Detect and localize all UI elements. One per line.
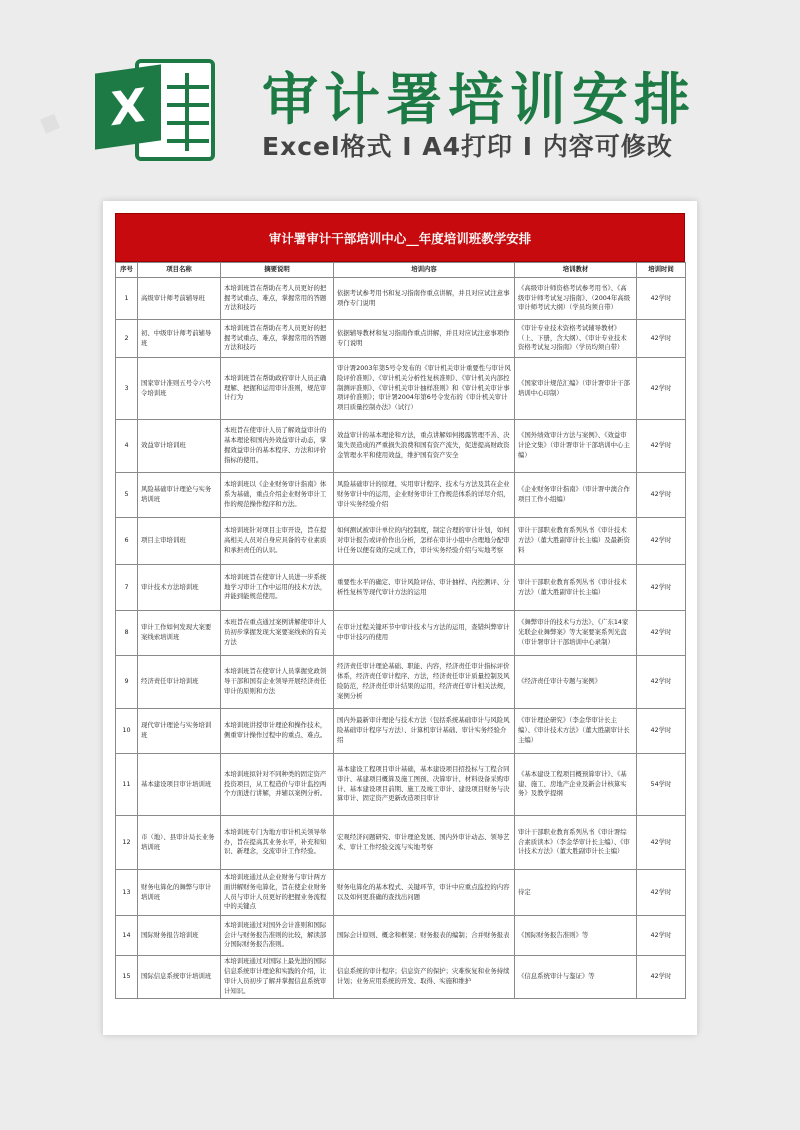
row-number: 3 bbox=[116, 358, 138, 420]
course-description: 本培训班针对项目主审开设，旨在提高相关人员对自身应具备的专业素质和承担责任的认识。 bbox=[221, 518, 334, 565]
course-materials: 《经济责任审计专题与案例》 bbox=[515, 656, 637, 709]
course-description: 本培训班旨在帮助在考人员更好的把握考试重点、难点，掌握常用的答题方法和技巧 bbox=[221, 320, 334, 358]
excel-logo-letter: X bbox=[95, 64, 161, 149]
course-name: 审计工作如何发现大案要案线索培训班 bbox=[138, 611, 221, 656]
table-row bbox=[116, 709, 686, 754]
table-row bbox=[116, 565, 686, 611]
course-content: 经济责任审计理论基础、职能、内容，经济责任审计指标评价体系，经济责任审计程序、方法，经济责任审计质量控制及风险防范，经济责任审计结果的运用，经济责任审计相关法规，案例分析 bbox=[334, 656, 515, 709]
course-content: 在审计过程关键环节中审计技术与方法的运用，查错纠弊审计中审计技巧的使用 bbox=[334, 611, 515, 656]
row-number: 9 bbox=[116, 656, 138, 709]
schedule-table-wrap bbox=[115, 213, 685, 999]
course-hours: 42学时 bbox=[637, 518, 686, 565]
document-title: 审计署审计干部培训中心__年度培训班教学安排 bbox=[115, 213, 685, 262]
course-materials: 审计干部职业教育系列丛书《审计署综合素质读本》（李金华审计长主编）、《审计技术方法》（董大胜副审计长主编） bbox=[515, 816, 637, 870]
course-materials: 待定 bbox=[515, 870, 637, 916]
course-content: 信息系统的审计程序；信息资产的保护；灾难恢复和业务持续计划；业务应用系统的开发、取得、实施和维护 bbox=[334, 956, 515, 999]
header-name: 项目名称 bbox=[138, 263, 221, 278]
course-description: 本培训班旨在帮助在考人员更好的把握考试重点、难点，掌握常用的答题方法和技巧 bbox=[221, 278, 334, 320]
course-materials: 《基本建设工程项目概预算审计》、《基建、施工、房地产企业及新会计核算实务》及教学提纲 bbox=[515, 754, 637, 816]
course-name: 现代审计理论与实务培训班 bbox=[138, 709, 221, 754]
course-description: 本培训班通过对国际上最先进的国际信息系统审计理论和实践的介绍，让审计人员初步了解并掌握信息系统审计知识。 bbox=[221, 956, 334, 999]
header-hours: 培训时间 bbox=[637, 263, 686, 278]
course-description: 本培训班专门为地方审计机关领导举办，旨在提高其业务水平，补充和知识、新理念，交流审计工作经验。 bbox=[221, 816, 334, 870]
table-row bbox=[116, 656, 686, 709]
course-materials: 《国外绩效审计方法与案例》、《效益审计论文集》（审计署审计干部培训中心主编） bbox=[515, 420, 637, 473]
course-description: 本培训班旨在使审计人员掌握党政领导干部和国有企业领导开展经济责任审计的原则和方法 bbox=[221, 656, 334, 709]
course-content: 宏观经济问题研究、审计理论发展、国内外审计动态、领导艺术、审计工作经验交流与实地考察 bbox=[334, 816, 515, 870]
row-number: 13 bbox=[116, 870, 138, 916]
course-name: 审计技术方法培训班 bbox=[138, 565, 221, 611]
course-content: 重要性水平的确定、审计风险评估、审计抽样、内控测评、分析性复核等现代审计方法的运用 bbox=[334, 565, 515, 611]
course-content: 依据考试参考用书和复习指南作重点讲解，并且对应试注意事项作专门说明 bbox=[334, 278, 515, 320]
row-number: 1 bbox=[116, 278, 138, 320]
course-hours: 42学时 bbox=[637, 420, 686, 473]
header-no: 序号 bbox=[116, 263, 138, 278]
course-content: 风险基础审计的原理、实用审计程序、技术与方法及其在企业财务审计中的运用，企业财务审计工作规范体系的详尽介绍，审计实务经验介绍 bbox=[334, 473, 515, 518]
row-number: 15 bbox=[116, 956, 138, 999]
course-materials: 《国家审计规范汇编》（审计署审计干部培训中心印制） bbox=[515, 358, 637, 420]
course-name: 风险基础审计理论与实务培训班 bbox=[138, 473, 221, 518]
document-sheet bbox=[103, 201, 697, 1035]
page-subtitle: Excel格式 I A4打印 I 内容可修改 bbox=[262, 132, 673, 161]
course-materials: 《审计理论研究》（李金华审计长主编）、《审计技术方法》（董大胜副审计长主编） bbox=[515, 709, 637, 754]
row-number: 8 bbox=[116, 611, 138, 656]
course-hours: 42学时 bbox=[637, 320, 686, 358]
course-content: 财务电算化的基本程式、关键环节，审计中应重点监控的内容以及如何更准确的查找出问题 bbox=[334, 870, 515, 916]
course-description: 本培训班旨在帮助政府审计人员正确理解、把握和运用审计准则，规范审计行为 bbox=[221, 358, 334, 420]
course-hours: 42学时 bbox=[637, 278, 686, 320]
course-name: 高级审计师考前辅导班 bbox=[138, 278, 221, 320]
header-content: 培训内容 bbox=[334, 263, 515, 278]
course-hours: 42学时 bbox=[637, 656, 686, 709]
course-hours: 42学时 bbox=[637, 473, 686, 518]
course-materials: 审计干部职业教育系列丛书《审计技术方法》（董大胜副审计长主编） bbox=[515, 565, 637, 611]
course-name: 经济责任审计培训班 bbox=[138, 656, 221, 709]
course-content: 如何测试被审计单位的内控制度，制定合理的审计计划，如何对审计报告或评价作出分析，怎样在审计小组中合理地分配审计任务以便有效的完成工作，审计实务经验介绍与实地考察 bbox=[334, 518, 515, 565]
table-row bbox=[116, 473, 686, 518]
header-banner bbox=[0, 0, 800, 190]
excel-logo-icon bbox=[95, 55, 215, 165]
course-name: 初、中级审计师考前辅导班 bbox=[138, 320, 221, 358]
row-number: 5 bbox=[116, 473, 138, 518]
course-materials: 《审计专业技术资格考试辅导教材》（上、下册，含大纲）、《审计专业技术资格考试复习指南》（学员均须自带） bbox=[515, 320, 637, 358]
table-row bbox=[116, 278, 686, 320]
row-number: 4 bbox=[116, 420, 138, 473]
course-hours: 42学时 bbox=[637, 565, 686, 611]
course-materials: 《高级审计师资格考试参考用书》、《高级审计师考试复习指南》、（2004年高级审计师考试大纲）（学员均须自带） bbox=[515, 278, 637, 320]
course-description: 本培训班通过对国外会计准则和国际会计与财务报告准则的比较，解读部分国际财务报告准则。 bbox=[221, 916, 334, 956]
course-hours: 42学时 bbox=[637, 916, 686, 956]
table-row bbox=[116, 870, 686, 916]
course-hours: 42学时 bbox=[637, 709, 686, 754]
course-name: 市（地）、县审计局长业务培训班 bbox=[138, 816, 221, 870]
course-name: 基本建设项目审计培训班 bbox=[138, 754, 221, 816]
course-content: 国内外最新审计理论与技术方法（包括系统基础审计与风险风险基础审计程序与方法）、计算机审计基础、审计实务经验介绍 bbox=[334, 709, 515, 754]
course-materials: 审计干部职业教育系列丛书《审计技术方法》（董大胜副审计长主编）及最新资料 bbox=[515, 518, 637, 565]
course-name: 国际信息系统审计培训班 bbox=[138, 956, 221, 999]
course-content: 依据辅导教材和复习指南作重点讲解，并且对应试注意事项作专门说明 bbox=[334, 320, 515, 358]
page-title: 审计署培训安排 bbox=[262, 68, 696, 133]
course-hours: 42学时 bbox=[637, 816, 686, 870]
table-header-row bbox=[116, 263, 686, 278]
course-description: 本培训班通过从企业财务与审计两方面讲解财务电算化，旨在使企业财务人员与审计人员更好的把握业务流程中的关键点 bbox=[221, 870, 334, 916]
row-number: 6 bbox=[116, 518, 138, 565]
table-row bbox=[116, 358, 686, 420]
course-name: 财务电算化的舞弊与审计培训班 bbox=[138, 870, 221, 916]
row-number: 7 bbox=[116, 565, 138, 611]
course-description: 本培训班拟针对不同种类的固定资产投资项目，从工程造价与审计监控两个方面进行讲解，并辅以案例分析。 bbox=[221, 754, 334, 816]
course-content: 基本建设工程项目审计基础，基本建设项目招投标与工程合同审计、基建项目概算及施工图预、决算审计、材料设备采购审计、基本建设项目前期、施工及竣工审计、建设项目财务与决算审计、固定资产更新改造项目审计 bbox=[334, 754, 515, 816]
schedule-table bbox=[115, 262, 686, 999]
table-row bbox=[116, 754, 686, 816]
header-book: 培训教材 bbox=[515, 263, 637, 278]
course-name: 项目主审培训班 bbox=[138, 518, 221, 565]
course-name: 国际财务报告培训班 bbox=[138, 916, 221, 956]
course-description: 本培训班讲授审计理论和操作技术，侧重审计操作过程中的重点、难点。 bbox=[221, 709, 334, 754]
course-description: 本培训班以《企业财务审计指南》体系为基础，重点介绍企业财务审计工作的规范操作程序和方法。 bbox=[221, 473, 334, 518]
course-materials: 《企业财务审计指南》（审计署中澳合作项目工作小组编） bbox=[515, 473, 637, 518]
table-row bbox=[116, 956, 686, 999]
course-description: 本班旨在重点通过案例讲解使审计人员初步掌握发现大案要案线索的有关方法 bbox=[221, 611, 334, 656]
course-hours: 42学时 bbox=[637, 956, 686, 999]
table-row bbox=[116, 916, 686, 956]
table-row bbox=[116, 320, 686, 358]
table-row bbox=[116, 420, 686, 473]
course-materials: 《信息系统审计与鉴证》等 bbox=[515, 956, 637, 999]
course-hours: 54学时 bbox=[637, 754, 686, 816]
course-name: 效益审计培训班 bbox=[138, 420, 221, 473]
course-hours: 42学时 bbox=[637, 611, 686, 656]
row-number: 14 bbox=[116, 916, 138, 956]
course-content: 效益审计的基本理论和方法，重点讲解如何揭露管理不善、决策失误造成的严重损失浪费和国有资产流失，促进提高财政资金管理水平和使用效益，维护国有资产安全 bbox=[334, 420, 515, 473]
table-row bbox=[116, 816, 686, 870]
table-row bbox=[116, 518, 686, 565]
course-hours: 42学时 bbox=[637, 870, 686, 916]
row-number: 11 bbox=[116, 754, 138, 816]
course-description: 本培训班旨在使审计人员进一步系统地学习审计工作中运用的技术方法，并能到能规范使用。 bbox=[221, 565, 334, 611]
row-number: 10 bbox=[116, 709, 138, 754]
course-content: 审计署2003年第5号令发布的《审计机关审计重要性与审计风险评价准则》、《审计机关分析性复核准则》、《审计机关内部控制测评准则》、《审计机关审计抽样准则》和《审计机关审计事项评价准则》；审计署2004年第6号令发布的《审计机关审计项目质量控制办法》（试行） bbox=[334, 358, 515, 420]
course-materials: 《国际财务报告准则》等 bbox=[515, 916, 637, 956]
course-name: 国家审计准则五号令六号令培训班 bbox=[138, 358, 221, 420]
row-number: 2 bbox=[116, 320, 138, 358]
course-materials: 《舞弊审计的技术与方法》、《广东14家光联企业舞弊案》等大案要案系列光盘（审计署审计干部培训中心录制） bbox=[515, 611, 637, 656]
table-row bbox=[116, 611, 686, 656]
course-content: 国际会计原则、概念和框架；财务报表的编制；合并财务报表 bbox=[334, 916, 515, 956]
course-description: 本班旨在使审计人员了解效益审计的基本理论和国内外效益审计动态，掌握效益审计的基本程序、方法和评价指标的使用。 bbox=[221, 420, 334, 473]
header-desc: 摘要说明 bbox=[221, 263, 334, 278]
course-hours: 42学时 bbox=[637, 358, 686, 420]
row-number: 12 bbox=[116, 816, 138, 870]
